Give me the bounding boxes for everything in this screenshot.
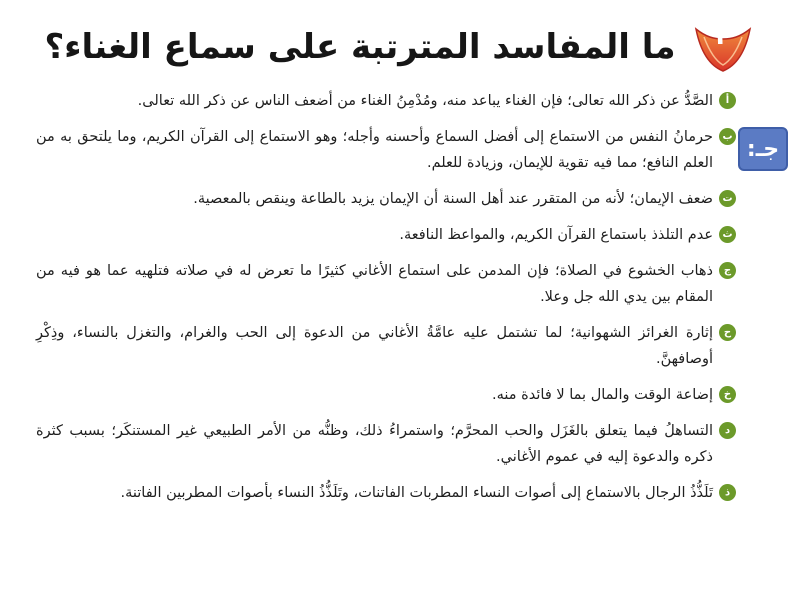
answer-label: جـ:: [738, 127, 788, 171]
answer-list: [36, 88, 736, 516]
item-marker: ج: [719, 262, 736, 279]
item-text: ذهاب الخشوع في الصلاة؛ فإن المدمن على استماع الأغاني كثيرًا ما تعرض له في صلاته فتلهيه عما هو فيه من المقام بين يدي الله جل وعلا.: [36, 263, 713, 305]
item-marker: أ: [719, 92, 736, 109]
item-text: عدم التلذذ باستماع القرآن الكريم، والمواعظ النافعة.: [399, 227, 713, 243]
item-text: إثارة الغرائز الشهوانية؛ لما تشتمل عليه عامَّةُ الأغاني من الدعوة إلى الحب والغرام، والتغزل بالنساء، وذِكْرِ أوصافهنَّ.: [36, 325, 713, 367]
item-marker: ب: [719, 128, 736, 145]
list-item: [36, 382, 736, 408]
list-item: [36, 88, 736, 114]
item-marker: ت: [719, 190, 736, 207]
item-marker: ث: [719, 226, 736, 243]
item-marker: د: [719, 422, 736, 439]
item-text: إضاعة الوقت والمال بما لا فائدة منه.: [492, 387, 713, 403]
item-text: حرمانُ النفس من الاستماع إلى أفضل السماع وأحسنه وأجله؛ وهو الاستماع إلى القرآن الكريم، وما يلتحق به من العلم النافع؛ مما فيه تقوية للإيمان، وزيادة للعلم.: [36, 129, 713, 171]
page-title: ما المفاسد المترتبة على سماع الغناء؟: [44, 27, 676, 67]
list-item: [36, 124, 736, 176]
list-item: [36, 186, 736, 212]
list-item: [36, 418, 736, 470]
list-item: [36, 258, 736, 310]
item-text: تَلَذُّذُ الرجال بالاستماع إلى أصوات النساء المطربات الفاتنات، وتَلَذُّذُ النساء بأصوات المطربين الفاتنة.: [120, 485, 713, 501]
question-number: ٣: [714, 21, 731, 51]
item-text: الصَّدُّ عن ذكر الله تعالى؛ فإن الغناء يباعد منه، ومُدْمِنُ الغناء من أضعف الناس عن ذكر الله تعالى.: [137, 93, 713, 109]
item-marker: خ: [719, 386, 736, 403]
list-item: [36, 222, 736, 248]
question-header: [18, 16, 782, 78]
item-marker: ح: [719, 324, 736, 341]
list-item: [36, 320, 736, 372]
list-item: [36, 480, 736, 506]
question-number-badge: [690, 19, 756, 75]
item-marker: ذ: [719, 484, 736, 501]
item-text: التساهلُ فيما يتعلق بالغَزَل والحب المحرَّم؛ واستمراءُ ذلك، وظنُّه من الأمر الطبيعي غير المستنكَر؛ بسبب كثرة ذكره والدعوة إليه في عموم الأغاني.: [36, 423, 713, 465]
item-text: ضعف الإيمان؛ لأنه من المتقرر عند أهل السنة أن الإيمان يزيد بالطاعة وينقص بالمعصية.: [193, 191, 713, 207]
